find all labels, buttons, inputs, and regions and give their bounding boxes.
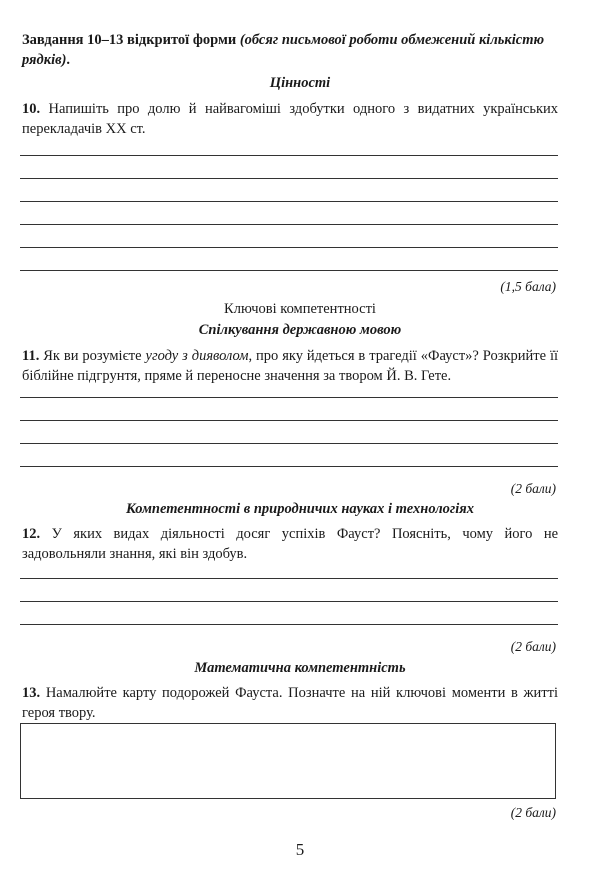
- section-natural-sciences-heading: Компетентності в природничих науках і технологіях: [125, 501, 474, 517]
- answer-line[interactable]: [20, 247, 558, 248]
- task-13-text: Намалюйте карту подорожей Фауста. Позначте на ній ключові моменти в житті героя твору.: [22, 685, 558, 721]
- drawing-area-box[interactable]: [20, 723, 556, 799]
- instructions-lead: Завдання 10–13 відкритої форми: [22, 32, 237, 48]
- task-13-score: (2 бали): [510, 805, 556, 820]
- answer-line[interactable]: [20, 155, 558, 156]
- section-key-competences-heading: Ключові компетентності: [224, 301, 376, 317]
- task-10-text: Напишіть про долю й найвагоміші здобутки одного з видатних українських перекладачів ХХ ст.: [22, 101, 558, 137]
- answer-line[interactable]: [20, 420, 558, 421]
- answer-line[interactable]: [20, 466, 558, 467]
- answer-line[interactable]: [20, 397, 558, 398]
- page-number: 5: [295, 840, 305, 859]
- answer-line[interactable]: [20, 601, 558, 602]
- instructions-note: (обсяг письмової роботи обмежений кількістю рядків): [22, 32, 545, 68]
- task-12-number: 12.: [22, 526, 41, 542]
- task-13-number: 13.: [22, 685, 41, 701]
- task-11-number: 11.: [22, 348, 40, 364]
- answer-line[interactable]: [20, 624, 558, 625]
- task-11-score: (2 бали): [510, 481, 556, 496]
- task-11-text-a: Як ви розумієте: [43, 348, 142, 364]
- task-12-score: (2 бали): [510, 639, 556, 654]
- answer-line[interactable]: [20, 178, 558, 179]
- answer-line[interactable]: [20, 443, 558, 444]
- task-10-number: 10.: [22, 101, 41, 117]
- task-12: [22, 524, 558, 564]
- task-13: [22, 683, 558, 723]
- task-10-score: (1,5 бала): [500, 279, 556, 294]
- section-state-language-heading: Спілкування державною мовою: [198, 322, 402, 338]
- answer-line[interactable]: [20, 224, 558, 225]
- answer-line[interactable]: [20, 578, 558, 579]
- answer-line[interactable]: [20, 201, 558, 202]
- answer-line[interactable]: [20, 270, 558, 271]
- section-math-heading: Математична компетентність: [194, 660, 406, 676]
- task-11-text-b: , про яку йдеться в трагедії «Фауст»? Розкрийте її біблійне підгрунтя, пряме й переносне значення за твором Й. В. Гете.: [22, 348, 559, 384]
- task-12-text: У яких видах діяльності досяг успіхів Фауст? Поясніть, чому його не задовольняли знання, які він здобув.: [22, 526, 559, 562]
- instructions-end: .: [66, 52, 71, 68]
- task-11-emphasis: угоду з дияволом: [145, 348, 249, 364]
- task-10: [22, 99, 558, 139]
- instructions: [22, 30, 582, 70]
- task-11: [22, 346, 558, 386]
- section-values-heading: Цінності: [269, 75, 331, 91]
